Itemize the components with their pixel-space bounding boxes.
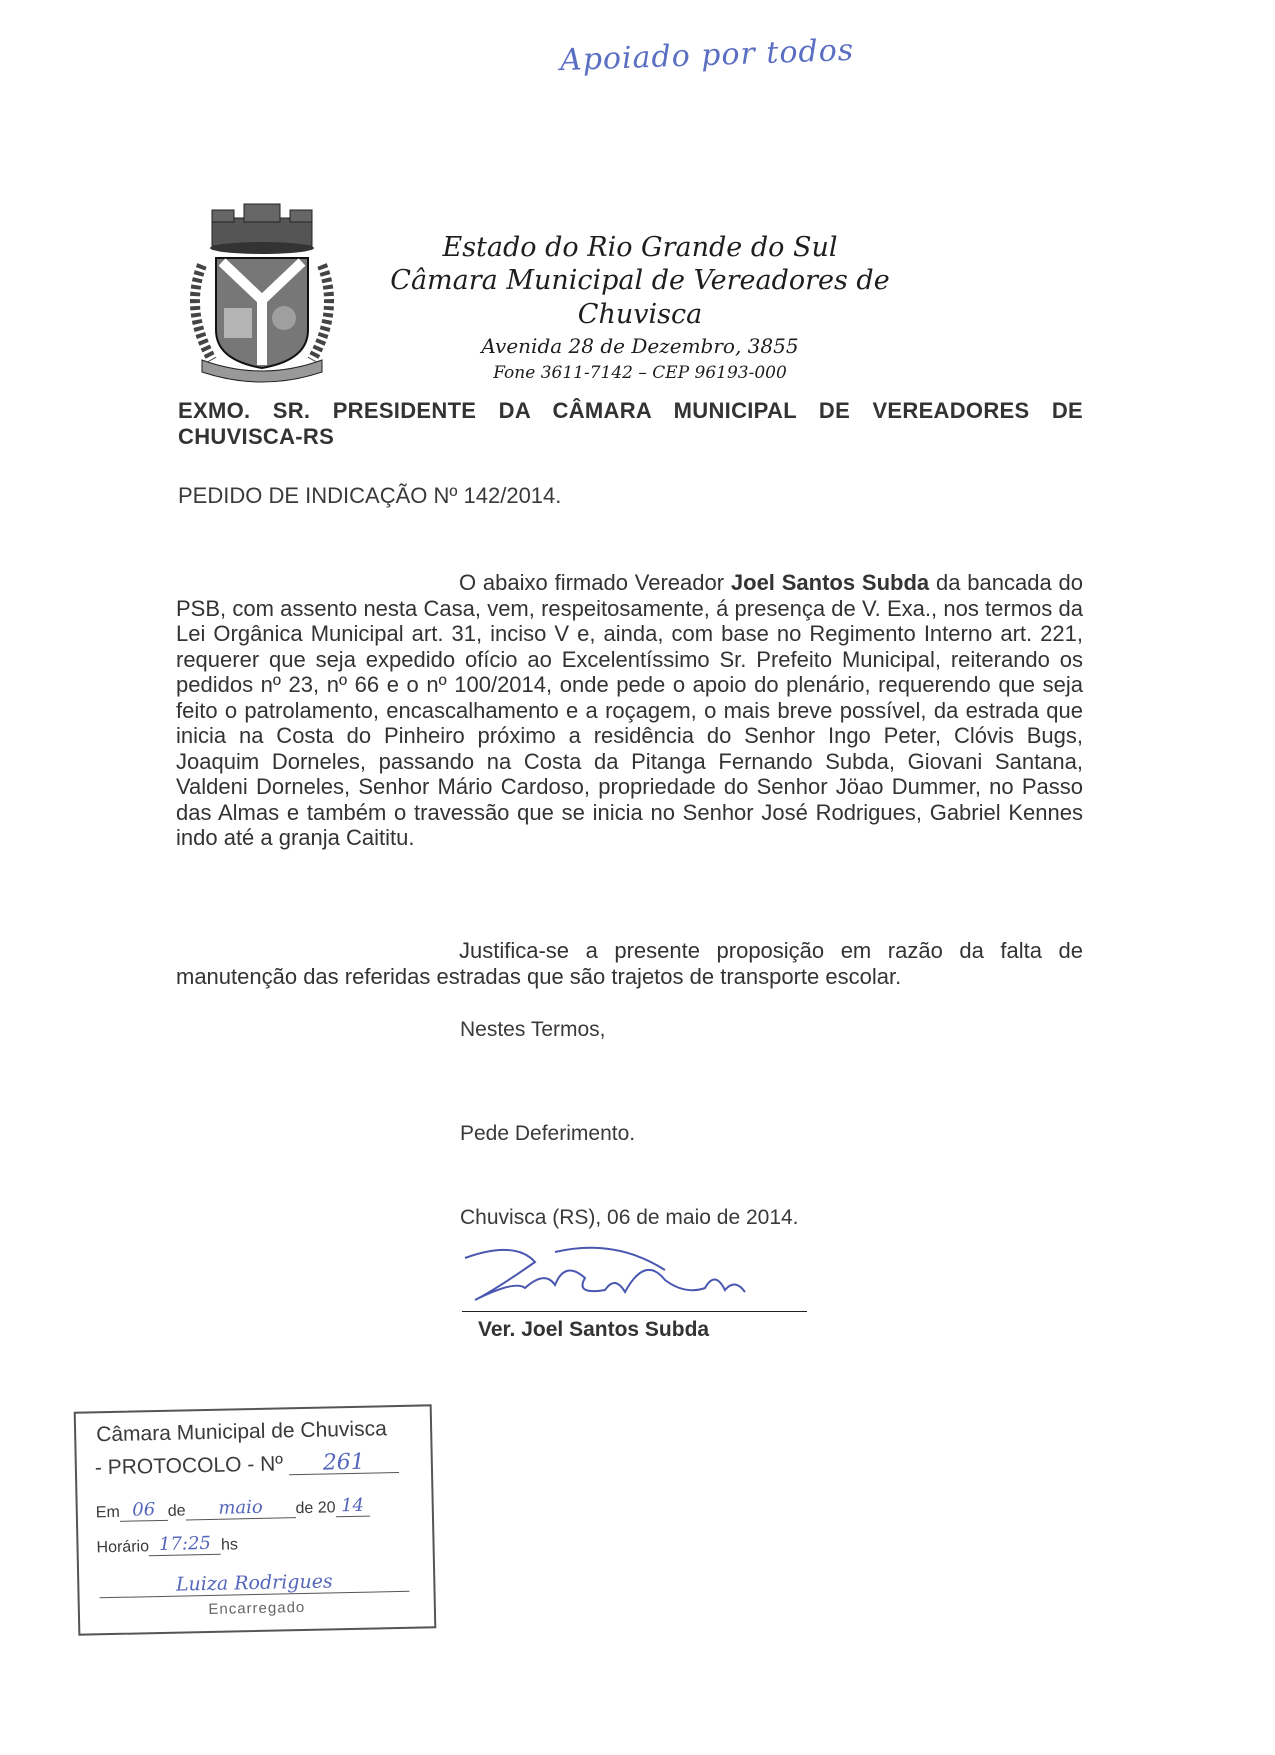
document-subject: PEDIDO DE INDICAÇÃO Nº 142/2014. xyxy=(178,483,562,508)
letterhead-state: Estado do Rio Grande do Sul xyxy=(442,232,838,263)
signature-line xyxy=(462,1311,807,1312)
laurel-right-icon xyxy=(312,265,329,360)
stamp-protocol xyxy=(95,1450,399,1480)
place-and-date: Chuvisca (RS), 06 de maio de 2014. xyxy=(460,1206,799,1229)
letterhead-address: Avenida 28 de Dezembro, 3855 xyxy=(481,334,799,358)
body-paragraph-1 xyxy=(176,570,1083,851)
municipal-crest-icon xyxy=(182,200,342,385)
stamp-year: 14 xyxy=(335,1496,369,1518)
body-paragraph-2 xyxy=(176,938,1083,989)
stamp-time-row xyxy=(96,1533,238,1557)
handwritten-signature xyxy=(455,1240,785,1315)
addressee: EXMO. SR. PRESIDENTE DA CÂMARA MUNICIPAL DE VEREADORES DE CHUVISCA-RS xyxy=(178,398,1083,449)
time-suffix: hs xyxy=(220,1536,239,1554)
time-label: Horário xyxy=(96,1538,150,1557)
closing-request: Pede Deferimento. xyxy=(460,1122,636,1145)
date-prefix: Em xyxy=(95,1503,120,1522)
stamp-title: Câmara Municipal de Chuvisca xyxy=(95,1417,387,1447)
protocol-label: - PROTOCOLO - Nº xyxy=(94,1452,284,1480)
date-de: de xyxy=(167,1502,186,1520)
letterhead-contact: Fone 3611-7142 – CEP 96193-000 xyxy=(493,363,787,383)
crown-icon xyxy=(210,204,314,254)
year-prefix: de 20 xyxy=(295,1499,336,1518)
letterhead xyxy=(330,232,950,386)
handwritten-approval-note: Apoiado por todos xyxy=(559,32,855,79)
shield-icon xyxy=(216,258,308,368)
stamp-day: 06 xyxy=(120,1500,168,1522)
laurel-left-icon xyxy=(195,265,212,360)
p1-rest: da bancada do PSB, com assento nesta Casa, vem, respeitosamente, á presença de V. Exa., nos termos da Lei Orgânica Municipal art. 31, inciso V e, ainda, com base no Regimento Interno art. 221, requerer que seja expedido ofício ao Excelentíssimo Sr. Prefeito Municipal, reiterando os pedidos nº 23, nº 66 e o nº 100/2014, onde pede o apoio do plenário, requerendo que seja feito o patrolamento, encascalhamento e a roçagem, o mais breve possível, da estrada que inicia na Costa do Pinheiro próximo a residência do Senhor Ingo Peter, Clóvis Bugs, Joaquim Dorneles, passando na Costa da Pitanga Fernando Subda, Giovani Santana, Valdeni Dorneles, Senhor Mário Cardoso, propriedade do Senhor Jöao Dummer, no Passo das Almas e também o travessão que se inicia no Senhor José Rodrigues, Gabriel Kennes indo até a granja Caititu. xyxy=(176,570,1083,850)
protocol-number: 261 xyxy=(289,1452,399,1475)
closing-terms: Nestes Termos, xyxy=(460,1018,606,1041)
p2-text: Justifica-se a presente proposição em razão da falta de manutenção das referidas estradas que são trajetos de transporte escolar. xyxy=(176,938,1083,989)
signatory-name: Ver. Joel Santos Subda xyxy=(478,1318,710,1341)
stamp-time: 17:25 xyxy=(149,1534,221,1557)
p1-lead: O abaixo firmado Vereador xyxy=(459,570,725,595)
protocol-stamp xyxy=(74,1404,437,1635)
letterhead-institution: Câmara Municipal de Vereadores de Chuvisca xyxy=(390,265,890,330)
stamp-month: maio xyxy=(185,1497,295,1520)
councilor-name: Joel Santos Subda xyxy=(730,570,930,595)
stamp-date-row xyxy=(96,1496,370,1523)
clerk-signature: Luiza Rodrigues xyxy=(99,1569,409,1598)
clerk-role: Encarregado xyxy=(208,1598,306,1618)
